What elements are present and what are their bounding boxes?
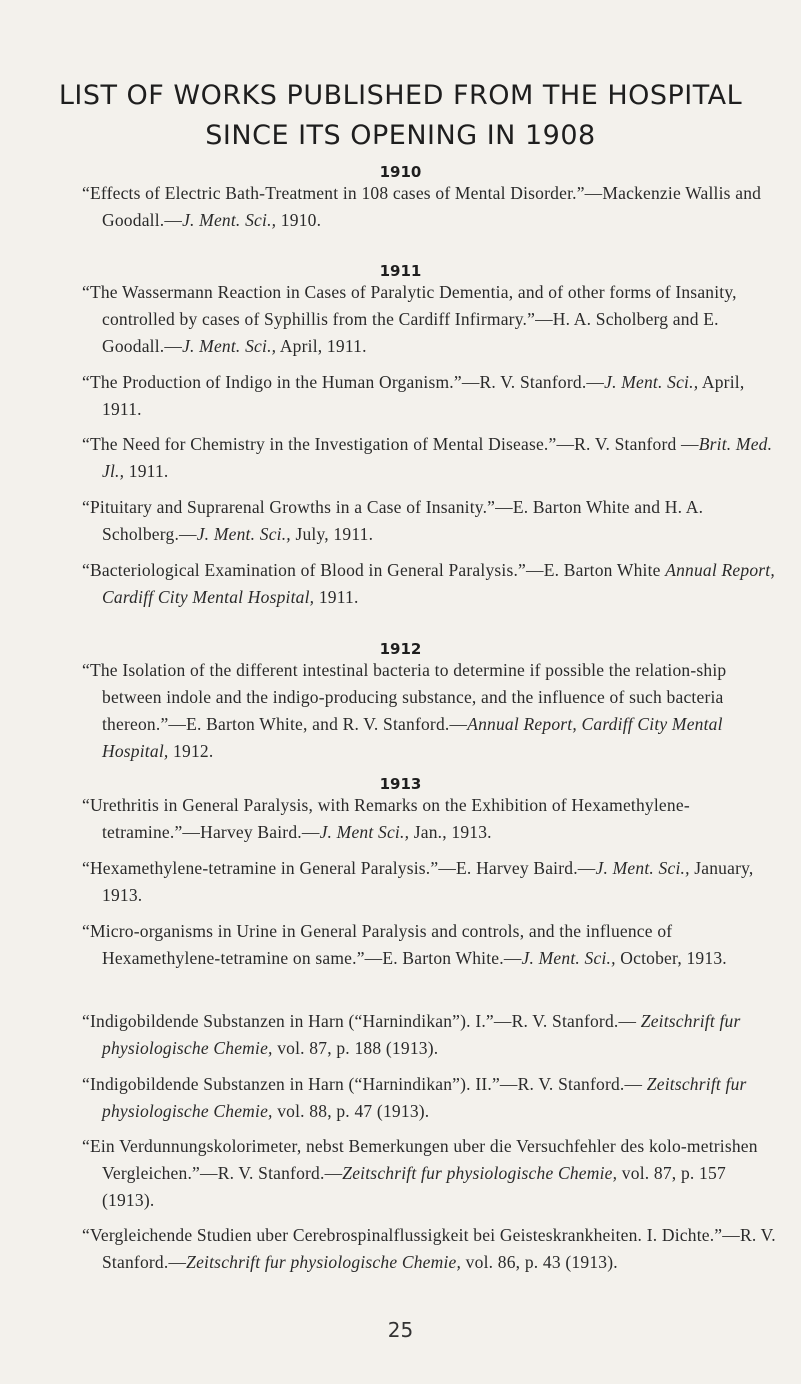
year-heading-1910: 1910: [379, 163, 422, 181]
publication-entry: “Indigobildende Substanzen in Harn (“Harnindikan”). II.”—R. V. Stanford.— Zeitschrift fur physiologische Chemie, vol. 88, p. 47 (1913).: [82, 1074, 747, 1121]
publication-entry: “The Production of Indigo in the Human Organism.”—R. V. Stanford.—J. Ment. Sci., April, 1911.: [82, 372, 745, 419]
publication-entry: “The Wassermann Reaction in Cases of Paralytic Dementia, and of other forms of Insanity, controlled by cases of Syphillis from the Cardiff Infirmary.”—H. A. Scholberg and E. Goodall.—J. Ment. Sci., April, 1911.: [82, 282, 737, 356]
publication-entry: “The Isolation of the different intestinal bacteria to determine if possible the relation-ship between indole and the indigo-producing substance, and the influence of such bacteria thereon.”—E. Barton White, and R. V. Stanford.—Annual Report, Cardiff City Mental Hospital, 1912.: [82, 660, 727, 761]
publication-entry: “Bacteriological Examination of Blood in General Paralysis.”—E. Barton White Annual Report, Cardiff City Mental Hospital, 1911.: [82, 560, 775, 607]
year-heading-1912: 1912: [379, 640, 422, 658]
publication-entry: “Vergleichende Studien uber Cerebrospinalflussigkeit bei Geisteskrankheiten. I. Dichte.”—R. V. Stanford.—Zeitschrift fur physiologische Chemie, vol. 86, p. 43 (1913).: [82, 1225, 776, 1272]
publication-entry: “Effects of Electric Bath-Treatment in 108 cases of Mental Disorder.”—Mackenzie Wallis and Goodall.—J. Ment. Sci., 1910.: [82, 183, 762, 230]
publication-entry: “Indigobildende Substanzen in Harn (“Harnindikan”). I.”—R. V. Stanford.— Zeitschrift fur physiologische Chemie, vol. 87, p. 188 (1913).: [82, 1011, 741, 1058]
publication-entry: “Micro-organisms in Urine in General Paralysis and controls, and the influence of Hexamethylene-tetramine on same.”—E. Barton White.—J. Ment. Sci., October, 1913.: [82, 921, 727, 968]
title-line-2: SINCE ITS OPENING IN 1908: [205, 120, 596, 151]
publication-entry: “Urethritis in General Paralysis, with Remarks on the Exhibition of Hexamethylene-tetramine.”—Harvey Baird.—J. Ment Sci., Jan., 1913.: [82, 795, 690, 842]
year-heading-1911: 1911: [379, 262, 422, 280]
year-heading-1913: 1913: [379, 775, 422, 793]
publication-entry: “Hexamethylene-tetramine in General Paralysis.”—E. Harvey Baird.—J. Ment. Sci., January, 1913.: [82, 858, 754, 905]
publication-entry: “Ein Verdunnungskolorimeter, nebst Bemerkungen uber die Versuchfehler des kolo-metrishen Vergleichen.”—R. V. Stanford.—Zeitschrift fur physiologische Chemie, vol. 87, p. 157 (1913).: [82, 1136, 758, 1210]
page-title: [0, 76, 801, 156]
page-number: 25: [387, 1318, 414, 1342]
title-line-1: LIST OF WORKS PUBLISHED FROM THE HOSPITAL: [58, 80, 743, 111]
publication-entry: “The Need for Chemistry in the Investigation of Mental Disease.”—R. V. Stanford —Brit. Med. Jl., 1911.: [82, 434, 773, 481]
publication-entry: “Pituitary and Suprarenal Growths in a Case of Insanity.”—E. Barton White and H. A. Scholberg.—J. Ment. Sci., July, 1911.: [82, 497, 704, 544]
